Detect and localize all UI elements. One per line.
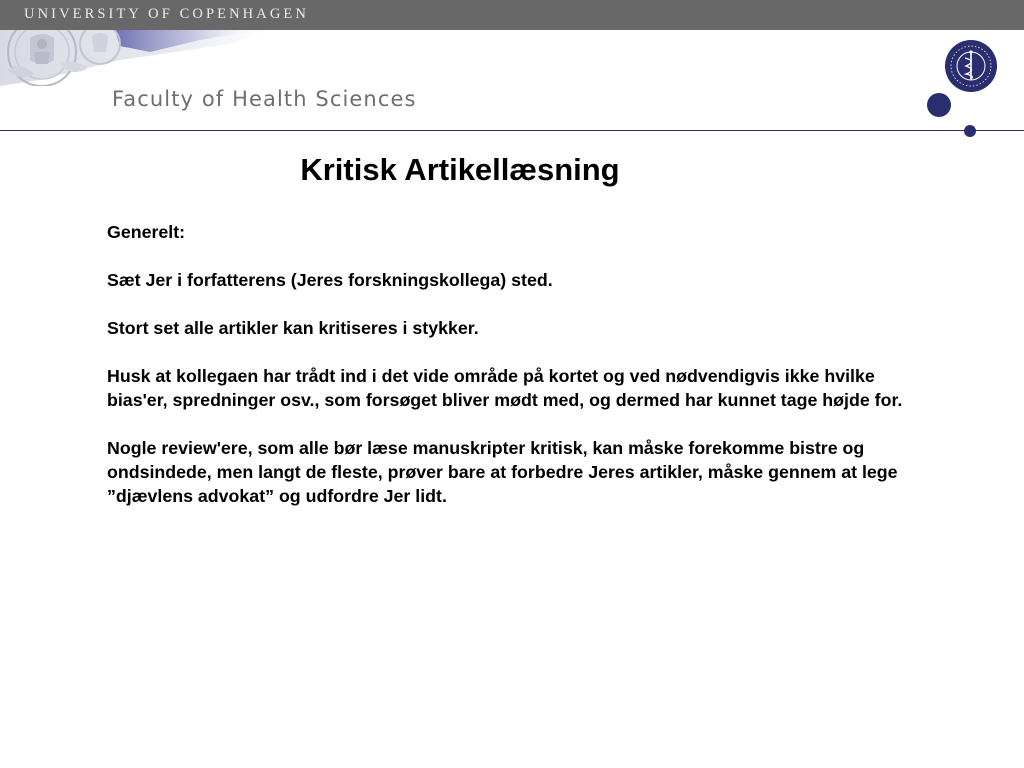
header-divider — [0, 130, 1024, 131]
medical-faculty-emblem-icon — [920, 36, 1010, 140]
faculty-name: Faculty of Health Sciences — [112, 87, 417, 111]
slide-title: Kritisk Artikellæsning — [300, 152, 620, 187]
paragraph: Husk at kollegaen har trådt ind i det vide område på kortet og ved nødvendigvis ikke hvilke bias'er, spredninger osv., som forsøget bliver mødt med, og dermed har kunnet tage højde for. — [107, 366, 903, 410]
paragraph-heading: Generelt: — [107, 222, 186, 242]
university-name: UNIVERSITY OF COPENHAGEN — [24, 6, 309, 22]
paragraph: Nogle review'ere, som alle bør læse manuskripter kritisk, kan måske forekomme bistre og ondsindede, men langt de fleste, prøver bare at forbedre Jeres artikler, måske gennem at lege ”djævlens advokat” og udfordre Jer lidt. — [107, 438, 898, 506]
paragraph: Stort set alle artikler kan kritiseres i stykker. — [107, 318, 479, 338]
university-bar — [0, 0, 1024, 30]
slide-body — [107, 220, 917, 532]
paragraph: Sæt Jer i forfatterens (Jeres forskningskollega) sted. — [107, 270, 553, 290]
university-seal-icon — [0, 30, 300, 86]
